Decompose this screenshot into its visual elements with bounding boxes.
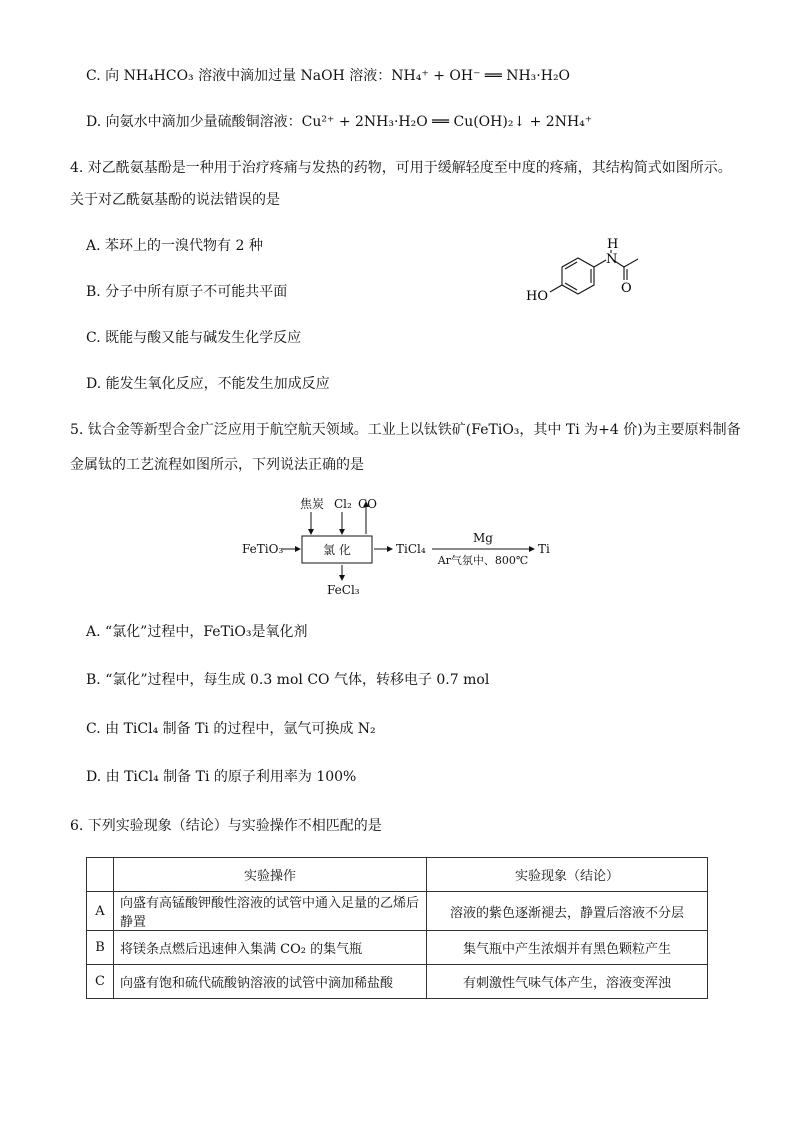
q5-option-a [86,622,307,642]
option-text: 能发生氧化反应，不能发生加成反应 [105,376,330,392]
chlorine-label: Cl₂ [334,497,352,511]
q4-stem-line-1: 4. 对乙酰氨基酚是一种用于治疗疼痛与发热的药物，可用于缓解轻度至中度的疼痛，其结构简式如图所示。 [70,160,732,176]
option-label: A. [86,624,101,640]
option-label: D. [86,114,102,130]
q5-option-b [86,670,489,690]
row-operation: 将镁条点燃后迅速伸入集满 CO₂ 的集气瓶 [114,931,427,965]
hydroxyl-label: HO [526,289,548,304]
header-operation: 实验操作 [114,858,427,892]
row-observation: 有刺激性气味气体产生，溶液变浑浊 [427,965,708,999]
row-key: A [87,892,114,931]
q3-option-c [86,66,570,86]
q5-option-d [86,767,356,787]
row-observation: 溶液的紫色逐渐褪去，静置后溶液不分层 [427,892,708,931]
q5-stem-line-1: 5. 钛合金等新型合金广泛应用于航空航天领域。工业上以钛铁矿(FeTiO₃，其中 Ti 为+4 价)为主要原料制备 [70,422,741,438]
hydrogen-label: H [607,237,619,252]
option-label: C. [86,721,101,737]
titanium-process-flow-diagram [238,494,568,604]
chlorination-label: 氯 化 [323,543,351,557]
option-text: 既能与酸又能与碱发生化学反应 [105,330,302,346]
reagent-mg-label: Mg [473,531,493,545]
row-operation: 向盛有高锰酸钾酸性溶液的试管中通入足量的乙烯后静置 [114,892,427,931]
option-text: “氯化”过程中，FeTiO₃是氧化剂 [105,624,308,640]
row-key: C [87,965,114,999]
option-label: D. [86,769,102,785]
option-text: 向氨水中滴加少量硫酸铜溶液：Cu²⁺ + 2NH₃·H₂O ══ Cu(OH)₂↓ + 2NH₄⁺ [105,114,593,130]
option-text: “氯化”过程中，每生成 0.3 mol CO 气体，转移电子 0.7 mol [105,672,490,688]
q4-option-b [86,282,287,302]
ticl4-label: TiCl₄ [396,542,426,556]
q3-option-d [86,112,592,132]
table-row [87,892,708,931]
option-label: B. [86,672,101,688]
q4-option-a [86,236,263,256]
option-text: 由 TiCl₄ 制备 Ti 的过程中，氩气可换成 N₂ [105,721,376,737]
row-key: B [87,931,114,965]
paracetamol-structure-diagram [520,230,660,310]
option-label: A. [86,238,101,254]
nitrogen-label: N [606,252,618,267]
option-label: C. [86,68,101,84]
q6-stem: 6. 下列实验现象（结论）与实验操作不相匹配的是 [70,818,382,834]
coke-label: 焦炭 [300,497,325,511]
q4-stem-line-2: 关于对乙酰氨基酚的说法错误的是 [70,192,280,208]
feed-label: FeTiO₃ [242,542,284,556]
q5-option-c [86,719,376,739]
q4-option-d [86,374,330,394]
benzene-ring [562,258,594,294]
option-text: 分子中所有原子不可能共平面 [105,284,288,300]
row-operation: 向盛有饱和硫代硫酸钠溶液的试管中滴加稀盐酸 [114,965,427,999]
co-label: CO [358,497,378,511]
header-observation: 实验现象（结论） [427,858,708,892]
option-text: 向 NH₄HCO₃ 溶液中滴加过量 NaOH 溶液：NH₄⁺ + OH⁻ ══ NH₃·H₂O [105,68,571,84]
option-label: C. [86,330,101,346]
option-text: 苯环上的一溴代物有 2 种 [105,238,263,254]
header-key [87,858,114,892]
row-observation: 集气瓶中产生浓烟并有黑色颗粒产生 [427,931,708,965]
oxygen-label: O [621,281,632,296]
fecl3-label: FeCl₃ [327,583,360,597]
table-row [87,965,708,999]
q5-stem-line-2: 金属钛的工艺流程如图所示，下列说法正确的是 [70,457,364,473]
table-row [87,931,708,965]
option-text: 由 TiCl₄ 制备 Ti 的原子利用率为 100% [105,769,357,785]
option-label: D. [86,376,102,392]
condition-label: Ar气氛中、800℃ [437,554,529,567]
q4-option-c [86,328,301,348]
experiment-table [86,857,708,999]
option-label: B. [86,284,101,300]
ti-product-label: Ti [538,542,550,556]
table-header-row [87,858,708,892]
